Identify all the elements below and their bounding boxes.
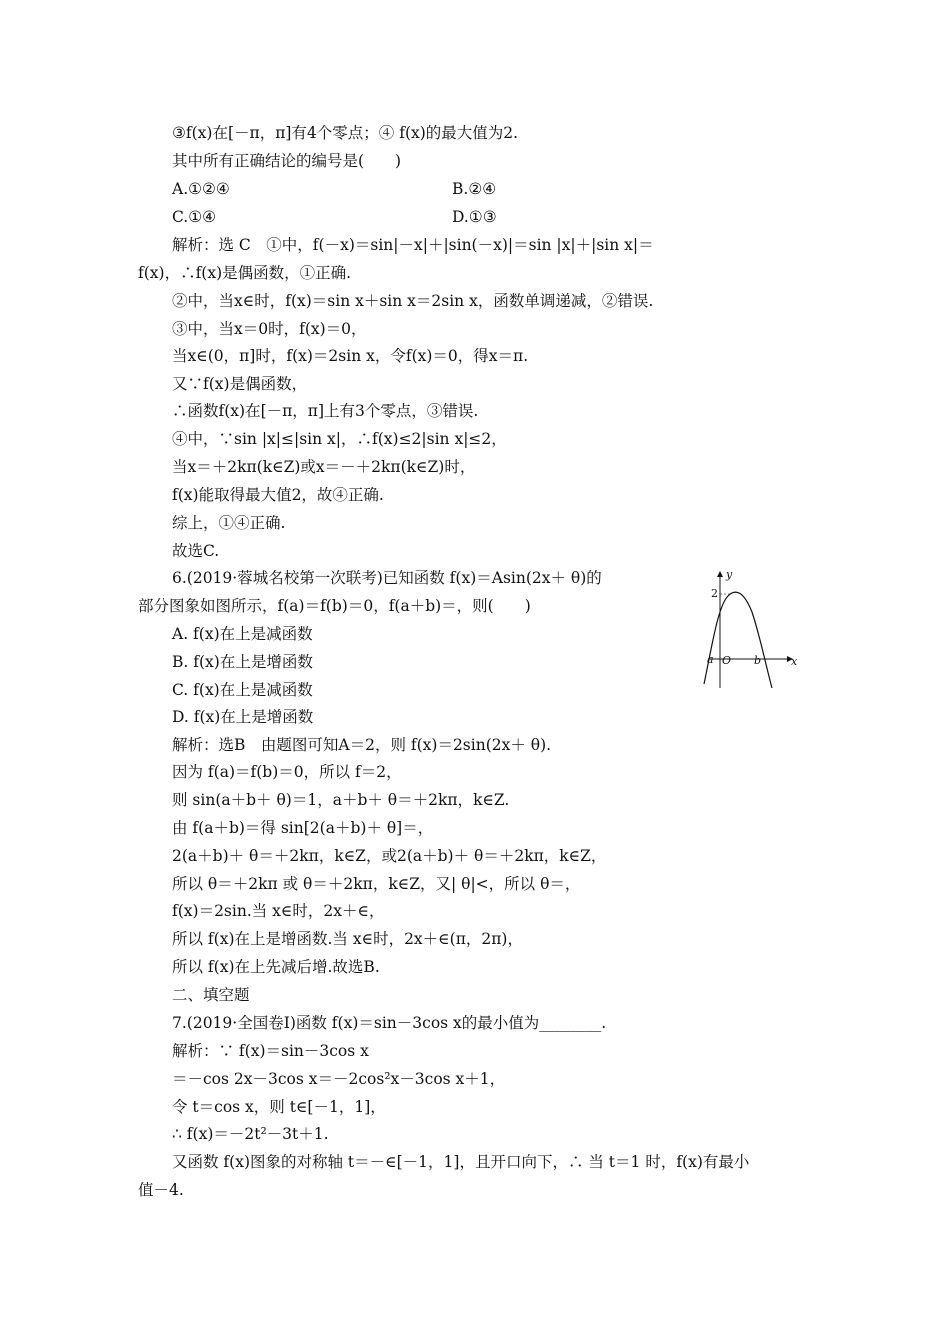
text-line: ＝－cos 2x－3cos x＝－2cos²x－3cos x＋1， [172, 1070, 506, 1088]
text-line: 所以 θ＝＋2kπ 或 θ＝＋2kπ，k∈Z，又| θ|<，所以 θ＝， [172, 875, 581, 893]
origin-label: O [722, 654, 732, 667]
option-b: B.②④ [452, 180, 497, 198]
text-line: 值－4. [138, 1181, 184, 1199]
text-line: f(x)＝2sin.当 x∈时，2x＋∈， [172, 902, 385, 920]
text-line: 2(a＋b)＋ θ＝＋2kπ，k∈Z，或2(a＋b)＋ θ＝＋2kπ，k∈Z， [172, 847, 607, 865]
point-a-label: a [707, 653, 714, 666]
option-d: D. f(x)在上是增函数 [172, 708, 314, 726]
section-heading: 二、填空题 [172, 986, 250, 1004]
text-line: ③中，当x＝0时，f(x)＝0， [172, 320, 367, 338]
text-line: ∴函数f(x)在[－π，π]上有3个零点，③错误. [172, 402, 479, 420]
text-line: 所以 f(x)在上先减后增.故选B. [172, 958, 380, 976]
text-line: 当x∈(0，π]时，f(x)＝2sin x，令f(x)＝0，得x＝π. [172, 347, 529, 365]
option-d: D.①③ [452, 208, 497, 226]
text-line: 当x＝＋2kπ(k∈Z)或x＝－＋2kπ(k∈Z)时， [172, 458, 476, 476]
text-line: 又函数 f(x)图象的对称轴 t＝－∈[－1，1]，且开口向下，∴ 当 t＝1 时，f(x)有最小 [172, 1153, 750, 1171]
text-line: 又∵f(x)是偶函数， [172, 375, 308, 393]
y-tick-label: 2 [711, 587, 718, 600]
text-line: 解析：∵ f(x)＝sin－3cos x [172, 1042, 369, 1060]
option-a: A. f(x)在上是减函数 [172, 625, 313, 643]
text-line: ∴ f(x)＝－2t²－3t＋1. [172, 1125, 329, 1143]
text-line: 故选C. [172, 542, 220, 560]
sine-graph-figure [700, 566, 800, 690]
text-line: 则 sin(a＋b＋ θ)＝1，a＋b＋ θ＝＋2kπ，k∈Z. [172, 791, 510, 809]
text-line: 解析：选 C ①中，f(－x)＝sin|－x|＋|sin(－x)|＝sin |x|＋|sin x|＝ [172, 236, 654, 254]
text-line: f(x)能取得最大值2，故④正确. [172, 486, 384, 504]
x-axis-label: x [791, 655, 798, 668]
option-c: C.①④ [172, 208, 217, 226]
text-line: ④中，∵sin |x|≤|sin x|，∴f(x)≤2|sin x|≤2， [172, 430, 507, 448]
sine-graph [700, 566, 800, 690]
point-b-label: b [754, 654, 762, 667]
text-line: ③f(x)在[－π，π]有4个零点；④ f(x)的最大值为2. [172, 124, 519, 142]
text-line: 因为 f(a)＝f(b)＝0，所以 f＝2， [172, 763, 402, 781]
sine-curve [704, 592, 772, 688]
option-c: C. f(x)在上是减函数 [172, 681, 313, 699]
option-b: B. f(x)在上是增函数 [172, 653, 313, 671]
text-line: 所以 f(x)在上是增函数.当 x∈时，2x＋∈(π，2π)， [172, 930, 523, 948]
y-axis-label: y [726, 568, 733, 581]
question-7: 7.(2019·全国卷Ⅰ)函数 f(x)＝sin－3cos x的最小值为________. [172, 1014, 607, 1032]
text-line: 综上，①④正确. [172, 514, 286, 532]
text-line: 其中所有正确结论的编号是( ) [172, 152, 402, 170]
text-line: 部分图象如图所示，f(a)＝f(b)＝0，f(a＋b)＝，则( ) [138, 597, 531, 615]
question-6: 6.(2019·蓉城名校第一次联考)已知函数 f(x)＝Asin(2x＋ θ)的 [172, 569, 602, 587]
option-a: A.①②④ [172, 180, 230, 198]
text-line: ②中，当x∈时，f(x)＝sin x＋sin x＝2sin x，函数单调递减，②错误. [172, 292, 654, 310]
text-line: f(x)，∴f(x)是偶函数，①正确. [138, 264, 352, 282]
text-line: 令 t＝cos x，则 t∈[－1，1]， [172, 1098, 386, 1116]
text-line: 解析：选B 由题图可知A＝2，则 f(x)＝2sin(2x＋ θ). [172, 736, 552, 754]
text-line: 由 f(a＋b)＝得 sin[2(a＋b)＋ θ]＝， [172, 819, 434, 837]
